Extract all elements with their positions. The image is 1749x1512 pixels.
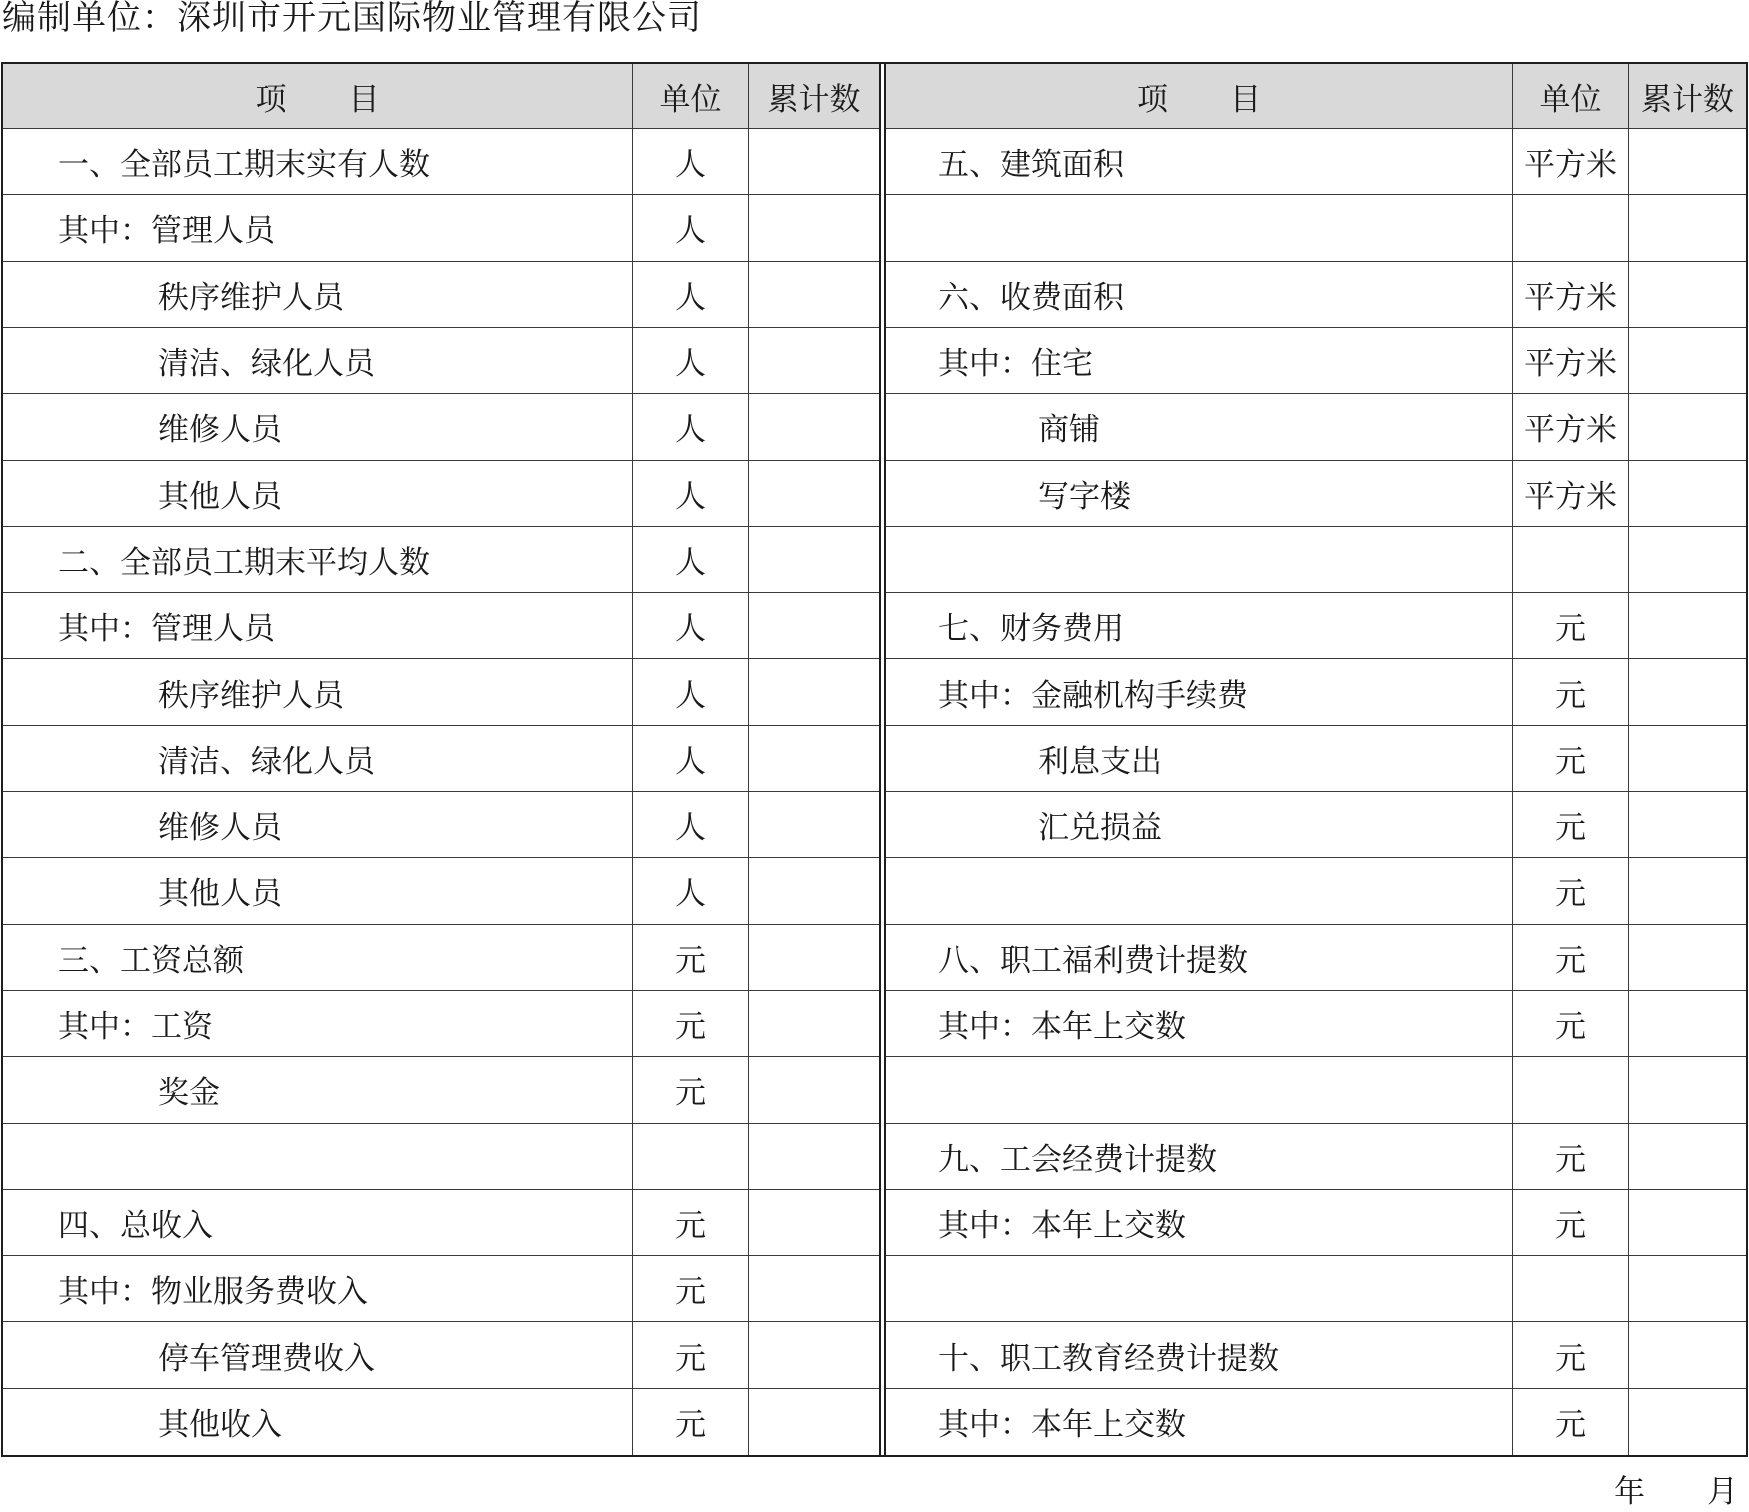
table-row-total [749, 925, 879, 991]
table-row-item: 八、职工福利费计提数 [886, 925, 1513, 991]
table-row-item: 五、建筑面积 [886, 129, 1513, 195]
table-row-total [749, 726, 879, 792]
table-row-total [1629, 1322, 1746, 1388]
table-row-item: 维修人员 [3, 792, 633, 858]
table-row-unit: 元 [633, 1389, 749, 1455]
table-double-divider [879, 64, 886, 1455]
table-row-item: 其中：管理人员 [3, 593, 633, 659]
table-row-unit [633, 1124, 749, 1190]
table-row-unit: 元 [1513, 1190, 1629, 1256]
table-row-item: 其中：本年上交数 [886, 1190, 1513, 1256]
table-row-item: 其他人员 [3, 858, 633, 924]
table-row-unit: 人 [633, 394, 749, 460]
table-row-total [1629, 1124, 1746, 1190]
table-row-item: 奖金 [3, 1057, 633, 1123]
table-row-unit: 元 [633, 1322, 749, 1388]
table-row-item: 其中：本年上交数 [886, 1389, 1513, 1455]
table-row-item: 其中：金融机构手续费 [886, 659, 1513, 725]
table-row-total [749, 792, 879, 858]
table-row-item: 其他收入 [3, 1389, 633, 1455]
table-left-half [3, 64, 879, 1455]
table-row-total [749, 1256, 879, 1322]
table-row-unit: 元 [1513, 659, 1629, 725]
table-row-unit: 人 [633, 461, 749, 527]
table-row-total [749, 1322, 879, 1388]
table-row-unit: 元 [1513, 991, 1629, 1057]
table-row-unit: 人 [633, 726, 749, 792]
table-row-unit: 人 [633, 262, 749, 328]
table-row-total [1629, 262, 1746, 328]
table-row-total [749, 858, 879, 924]
table-row-unit: 人 [633, 858, 749, 924]
table-row-item: 清洁、绿化人员 [3, 726, 633, 792]
table-row-total [1629, 1256, 1746, 1322]
table-row-total [1629, 925, 1746, 991]
statistics-table [1, 62, 1748, 1457]
table-row-unit: 人 [633, 593, 749, 659]
table-row-item: 其中：工资 [3, 991, 633, 1057]
table-row-total [1629, 726, 1746, 792]
table-row-unit: 人 [633, 129, 749, 195]
table-row-item [886, 195, 1513, 261]
table-row-total [749, 659, 879, 725]
table-row-unit: 平方米 [1513, 461, 1629, 527]
table-row-unit: 人 [633, 195, 749, 261]
table-row-unit [1513, 1256, 1629, 1322]
table-row-item: 其中：本年上交数 [886, 991, 1513, 1057]
table-row-total [749, 461, 879, 527]
table-row-item: 写字楼 [886, 461, 1513, 527]
table-row-item [3, 1124, 633, 1190]
table-row-total [1629, 1190, 1746, 1256]
table-row-total [1629, 527, 1746, 593]
table-row-item: 四、总收入 [3, 1190, 633, 1256]
table-row-unit [1513, 1057, 1629, 1123]
table-row-item: 其中：管理人员 [3, 195, 633, 261]
table-row-unit: 平方米 [1513, 328, 1629, 394]
table-row-unit: 元 [1513, 1124, 1629, 1190]
table-row-unit: 人 [633, 659, 749, 725]
table-row-unit: 元 [1513, 726, 1629, 792]
table-row-total [749, 195, 879, 261]
table-row-total [1629, 129, 1746, 195]
table-row-total [1629, 593, 1746, 659]
header-item: 项 目 [886, 64, 1513, 129]
table-row-item: 二、全部员工期末平均人数 [3, 527, 633, 593]
table-row-unit: 平方米 [1513, 394, 1629, 460]
table-row-item: 清洁、绿化人员 [3, 328, 633, 394]
table-row-unit: 人 [633, 792, 749, 858]
table-row-total [1629, 659, 1746, 725]
table-row-item [886, 1057, 1513, 1123]
table-row-unit: 元 [1513, 1389, 1629, 1455]
table-row-item: 一、全部员工期末实有人数 [3, 129, 633, 195]
table-row-total [749, 527, 879, 593]
date-line: 年 月 [1614, 1474, 1738, 1510]
header-total: 累计数 [749, 64, 879, 129]
table-right-half [886, 64, 1746, 1455]
table-row-unit: 元 [633, 1190, 749, 1256]
table-row-item: 六、收费面积 [886, 262, 1513, 328]
table-row-total [749, 593, 879, 659]
table-row-unit: 平方米 [1513, 129, 1629, 195]
table-row-total [1629, 1389, 1746, 1455]
table-row-unit: 元 [1513, 792, 1629, 858]
table-row-unit: 元 [1513, 925, 1629, 991]
table-row-total [1629, 328, 1746, 394]
table-row-item [886, 527, 1513, 593]
table-row-item: 九、工会经费计提数 [886, 1124, 1513, 1190]
table-row-unit [1513, 527, 1629, 593]
table-row-item: 其中：住宅 [886, 328, 1513, 394]
table-row-item: 七、财务费用 [886, 593, 1513, 659]
table-row-total [1629, 1057, 1746, 1123]
table-row-total [749, 1124, 879, 1190]
table-row-total [1629, 858, 1746, 924]
table-row-item [886, 858, 1513, 924]
table-row-unit: 元 [633, 991, 749, 1057]
header-unit: 单位 [1513, 64, 1629, 129]
table-row-unit: 人 [633, 527, 749, 593]
compiling-unit-line: 编制单位：深圳市开元国际物业管理有限公司 [2, 0, 702, 38]
table-row-total [749, 991, 879, 1057]
table-row-item: 维修人员 [3, 394, 633, 460]
table-row-item [886, 1256, 1513, 1322]
table-row-item: 十、职工教育经费计提数 [886, 1322, 1513, 1388]
table-row-item: 秩序维护人员 [3, 262, 633, 328]
table-row-item: 秩序维护人员 [3, 659, 633, 725]
table-row-unit: 元 [1513, 593, 1629, 659]
table-row-unit: 元 [633, 1057, 749, 1123]
table-row-unit: 人 [633, 328, 749, 394]
table-row-item: 三、工资总额 [3, 925, 633, 991]
table-row-unit: 元 [1513, 858, 1629, 924]
table-row-total [749, 1057, 879, 1123]
table-row-total [749, 1389, 879, 1455]
table-row-total [749, 262, 879, 328]
header-unit: 单位 [633, 64, 749, 129]
table-row-total [749, 1190, 879, 1256]
table-row-total [1629, 991, 1746, 1057]
table-row-unit: 元 [1513, 1322, 1629, 1388]
table-row-item: 利息支出 [886, 726, 1513, 792]
table-row-total [1629, 195, 1746, 261]
table-row-item: 汇兑损益 [886, 792, 1513, 858]
table-row-total [749, 328, 879, 394]
table-row-total [1629, 461, 1746, 527]
table-row-item: 其中：物业服务费收入 [3, 1256, 633, 1322]
table-row-unit: 元 [633, 925, 749, 991]
header-item: 项 目 [3, 64, 633, 129]
table-row-total [749, 394, 879, 460]
header-total: 累计数 [1629, 64, 1746, 129]
table-row-unit: 平方米 [1513, 262, 1629, 328]
table-row-unit: 元 [633, 1256, 749, 1322]
table-row-item: 其他人员 [3, 461, 633, 527]
table-row-total [1629, 792, 1746, 858]
table-row-unit [1513, 195, 1629, 261]
table-row-total [1629, 394, 1746, 460]
table-row-total [749, 129, 879, 195]
table-row-item: 停车管理费收入 [3, 1322, 633, 1388]
table-row-item: 商铺 [886, 394, 1513, 460]
